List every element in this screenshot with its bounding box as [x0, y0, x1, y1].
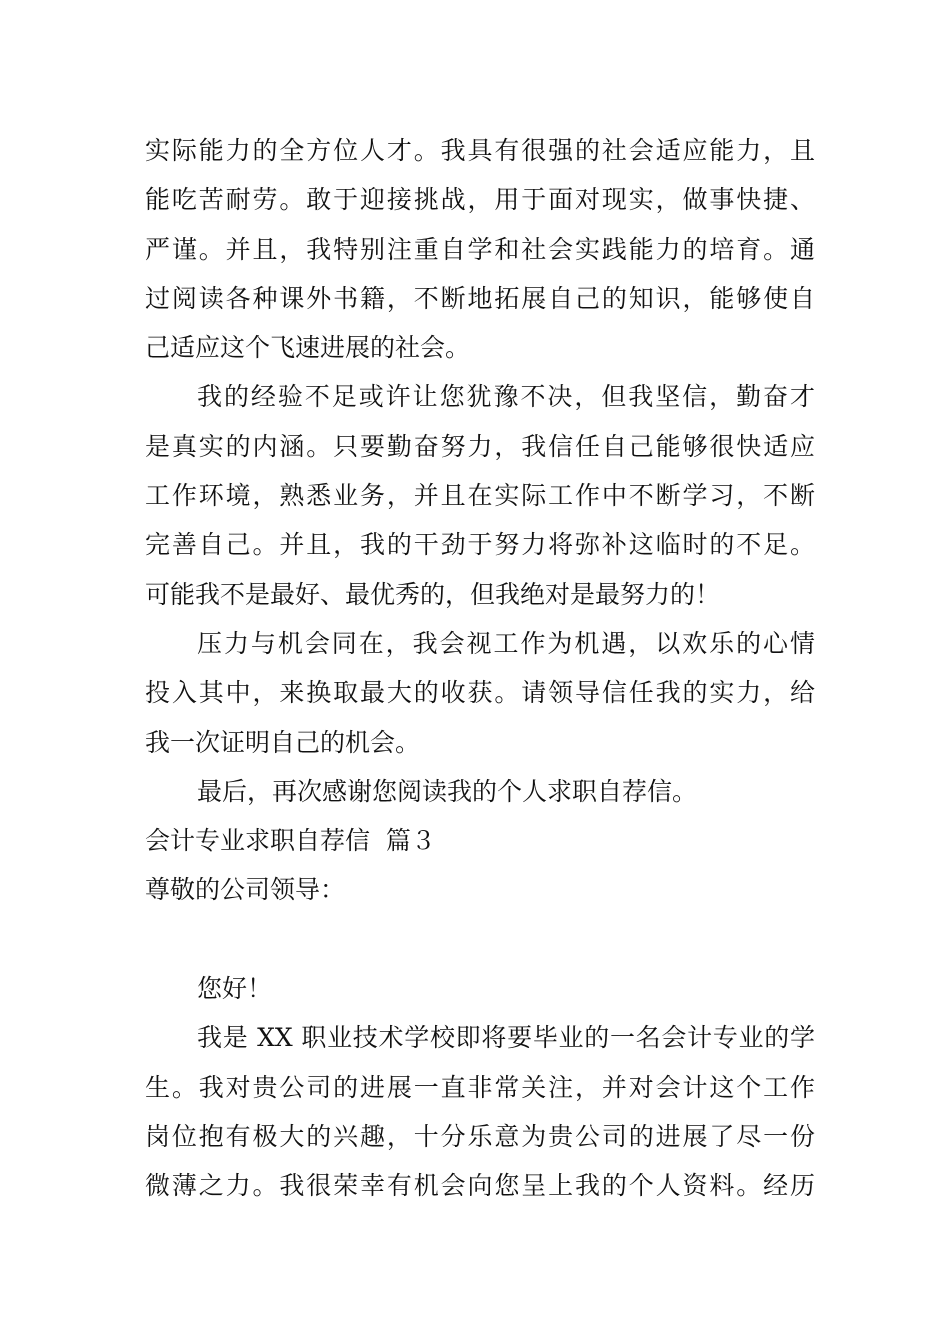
- text-line: 过阅读各种课外书籍，不断地拓展自己的知识，能够使自: [145, 283, 815, 313]
- text-line: 实际能力的全方位人才。我具有很强的社会适应能力，且: [145, 136, 815, 165]
- text-line: 严谨。并且，我特别注重自学和社会实践能力的培育。通: [145, 234, 815, 264]
- paragraph-first-line: 我是 XX 职业技术学校即将要毕业的一名会计专业的学: [197, 1023, 815, 1053]
- paragraph-first-line: 最后，再次感谢您阅读我的个人求职自荐信。: [197, 776, 698, 806]
- section-heading: 会计专业求职自荐信 篇３: [145, 826, 436, 856]
- paragraph-first-line: 压力与机会同在，我会视工作为机遇，以欢乐的心情: [197, 628, 815, 658]
- text-line: 可能我不是最好、最优秀的，但我绝对是最努力的！: [145, 579, 721, 609]
- document-body: [145, 126, 815, 1211]
- blank-line: [145, 915, 815, 964]
- text-line: 工作环境，熟悉业务，并且在实际工作中不断学习，不断: [145, 481, 815, 511]
- text-line: 能吃苦耐劳。敢于迎接挑战，用于面对现实，做事快捷、: [145, 185, 815, 215]
- salutation: 尊敬的公司领导：: [145, 875, 346, 905]
- text-line: 微薄之力。我很荣幸有机会向您呈上我的个人资料。经历: [145, 1171, 815, 1201]
- paragraph-first-line: 我的经验不足或许让您犹豫不决，但我坚信，勤奋才: [197, 382, 815, 412]
- text-line: 完善自己。并且，我的干劲于努力将弥补这临时的不足。: [145, 530, 815, 560]
- text-line: 投入其中，来换取最大的收获。请领导信任我的实力，给: [145, 678, 815, 708]
- text-line: 生。我对贵公司的进展一直非常关注，并对会计这个工作: [145, 1072, 815, 1102]
- text-line: 是真实的内涵。只要勤奋努力，我信任自己能够很快适应: [145, 431, 815, 461]
- text-line: 岗位抱有极大的兴趣，十分乐意为贵公司的进展了尽一份: [145, 1121, 815, 1151]
- greeting: 您好！: [197, 974, 273, 1004]
- text-line: 己适应这个飞速进展的社会。: [145, 333, 471, 363]
- text-line: 我一次证明自己的机会。: [145, 727, 421, 757]
